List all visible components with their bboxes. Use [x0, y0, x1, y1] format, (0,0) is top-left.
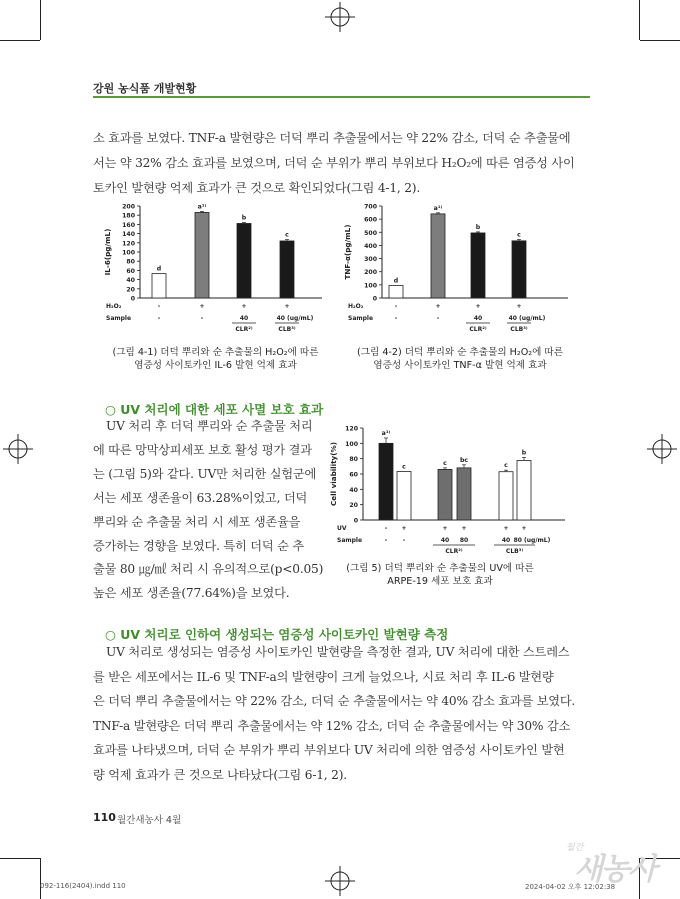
y-axis-label: Cell viability(%) — [329, 441, 338, 507]
crop-mark — [640, 40, 680, 41]
treatment-label: - — [394, 303, 398, 310]
y-tick-label: 40 — [349, 486, 358, 494]
significance-letter: c — [285, 231, 289, 239]
y-tick-label: 80 — [349, 456, 358, 464]
registration-mark-icon — [325, 866, 355, 896]
treatment-label: + — [475, 303, 481, 310]
significance-letter: a¹⁾ — [197, 203, 207, 211]
treatment-label: + — [435, 303, 441, 310]
caption-line: ARPE-19 세포 보호 효과 — [387, 576, 493, 587]
treatment-label: + — [503, 525, 509, 532]
text-line: 높은 세포 생존율(77.64%)을 보였다. — [93, 586, 290, 601]
significance-letter: b — [521, 449, 527, 457]
crop-mark — [40, 0, 41, 40]
sample-label: 80 (ug/mL) — [513, 537, 551, 544]
sample-label: - — [402, 537, 406, 544]
treatment-label: + — [442, 525, 448, 532]
figure-tnf-chart — [342, 198, 577, 343]
caption-line: 염증성 사이토카인 IL-6 발현 억제 효과 — [134, 360, 297, 371]
significance-letter: b — [241, 214, 247, 222]
y-tick-label: 120 — [122, 240, 135, 248]
row-label: Sample — [337, 537, 363, 544]
text-line: 증가하는 경향을 보였다. 특히 더덕 순 추 — [93, 538, 304, 553]
text-line: UV 처리 후 더덕 뿌리와 순 추출물 처리 — [106, 419, 313, 433]
text-line: 토카인 발현량 억제 효과가 큰 것으로 확인되었다(그림 4-1, 2). — [93, 181, 421, 195]
y-tick-label: 200 — [122, 203, 135, 211]
bar — [237, 223, 251, 298]
figure-viability-chart — [327, 418, 577, 558]
registration-mark-icon — [647, 434, 677, 464]
text-line: 출물 80 ㎍/㎖ 처리 시 유의적으로(p<0.05) — [93, 562, 324, 577]
y-tick-label: 20 — [126, 286, 135, 294]
treatment-label: + — [199, 303, 205, 310]
y-tick-label: 600 — [364, 216, 377, 224]
magazine-name: 월간새농사 4월 — [117, 815, 182, 826]
figure-4-1-caption — [93, 346, 338, 372]
section-heading: ○ UV 처리로 인하여 생성되는 염증성 사이토카인 발현량 측정 — [105, 627, 449, 642]
y-tick-label: 120 — [345, 425, 358, 433]
caption-line: (그림 4-2) 더덕 뿌리와 순 추출물의 H₂O₂에 따른 — [357, 347, 563, 358]
significance-letter: bc — [459, 456, 469, 464]
figure-il6-chart — [100, 198, 330, 343]
y-tick-label: 700 — [364, 203, 377, 211]
text-line: 를 받은 세포에서는 IL-6 및 TNF-a의 발현량이 크게 늘었으나, 시료 처리 후 IL-6 발현량 — [93, 669, 554, 684]
significance-letter: c — [517, 231, 521, 239]
section-uv-protection-text — [93, 415, 323, 606]
registration-mark-icon — [325, 2, 355, 32]
sample-label: 80 — [459, 537, 469, 544]
bar — [379, 443, 393, 520]
y-tick-label: 100 — [364, 282, 377, 290]
text-line: 은 더덕 뿌리 추출물에서는 약 22% 감소, 더덕 순 추출물에서는 약 40% 감소 효과를 보였다. — [93, 694, 576, 708]
treatment-label: + — [401, 525, 407, 532]
figure-5-caption — [340, 562, 540, 588]
intro-paragraph — [93, 126, 575, 201]
y-tick-label: 100 — [345, 440, 358, 448]
text-line: 소 효과를 보였다. TNF-a 발현량은 더덕 뿌리 추출물에서는 약 22% 감소, 더덕 순 추출물에 — [93, 131, 571, 145]
sample-label: 40 (ug/mL) — [508, 315, 546, 322]
group-label: CLB³⁾ — [510, 326, 528, 333]
row-label: H₂O₂ — [106, 303, 122, 310]
watermark-small: 월간 — [566, 843, 584, 853]
y-tick-label: 80 — [126, 258, 135, 266]
registration-mark-icon — [3, 434, 33, 464]
text-line: TNF-a 발현량은 더덕 뿌리 추출물에서는 약 12% 감소, 더덕 순 추출물에서는 약 30% 감소 — [93, 718, 571, 733]
text-line: 효과를 나타냈으며, 더덕 순 부위가 뿌리 부위보다 UV 처리에 의한 염증성 사이토카인 발현 — [93, 743, 565, 757]
y-axis-label: TNF-α(pg/mL) — [343, 224, 352, 280]
row-label: H₂O₂ — [348, 303, 364, 310]
y-tick-label: 0 — [372, 295, 377, 303]
bar — [512, 241, 526, 298]
y-tick-label: 0 — [353, 517, 358, 525]
sample-label: - — [200, 315, 204, 322]
group-label: CLR²⁾ — [235, 326, 253, 333]
crop-mark — [0, 40, 40, 41]
significance-letter: d — [156, 265, 162, 273]
text-line: 뿌리와 순 추출물 처리 시 세포 생존율을 — [93, 514, 301, 529]
y-tick-label: 400 — [364, 242, 377, 250]
sample-label: 40 — [239, 315, 249, 322]
row-label: UV — [337, 525, 347, 532]
sample-label: - — [384, 537, 388, 544]
text-line: 서는 세포 생존율이 63.28%이었고, 더덕 — [93, 490, 308, 505]
page-number: 110 — [93, 811, 116, 824]
significance-letter: c — [443, 459, 447, 467]
significance-letter: d — [393, 277, 399, 285]
y-tick-label: 300 — [364, 256, 377, 264]
bar — [457, 468, 471, 520]
y-tick-label: 140 — [122, 231, 135, 239]
bar — [517, 460, 531, 520]
running-header: 강원 농식품 개발현황 — [93, 82, 197, 95]
treatment-label: + — [284, 303, 290, 310]
y-tick-label: 60 — [126, 267, 135, 275]
bar — [389, 286, 403, 298]
group-label: CLB³⁾ — [505, 548, 524, 555]
row-label: Sample — [348, 315, 374, 322]
y-tick-label: 20 — [349, 502, 358, 510]
significance-letter: c — [402, 463, 406, 471]
row-label: Sample — [106, 315, 132, 322]
section-heading: ○ UV 처리에 대한 세포 사멸 보호 효과 — [105, 402, 324, 417]
treatment-label: + — [521, 525, 527, 532]
y-tick-label: 40 — [126, 277, 135, 285]
bar — [499, 472, 513, 520]
crop-mark — [0, 858, 40, 859]
sample-label: 40 (ug/mL) — [276, 315, 314, 322]
section-uv-cytokine-text — [93, 640, 575, 787]
caption-line: 염증성 사이토카인 TNF-α 발현 억제 효과 — [373, 360, 547, 371]
y-tick-label: 500 — [364, 229, 377, 237]
group-label: CLB³⁾ — [278, 326, 296, 333]
y-tick-label: 0 — [130, 295, 135, 303]
y-tick-label: 180 — [122, 212, 135, 220]
y-tick-label: 160 — [122, 221, 135, 229]
caption-line: (그림 5) 더덕 뿌리와 순 추출물의 UV에 따른 — [346, 563, 534, 574]
text-line: UV 처리로 생성되는 염증성 사이토카인 발현량을 측정한 결과, UV 처리에 대한 스트레스 — [106, 645, 570, 659]
text-line: 서는 약 32% 감소 효과를 보였으며, 더덕 순 부위가 뿌리 부위보다 H₂O₂에 따른 염증성 사이 — [93, 156, 575, 170]
y-tick-label: 100 — [122, 249, 135, 257]
bar — [431, 214, 445, 298]
significance-letter: a¹⁾ — [381, 429, 391, 437]
caption-line: (그림 4-1) 더덕 뿌리와 순 추출물의 H₂O₂에 따른 — [112, 347, 319, 358]
sample-label: - — [157, 315, 161, 322]
sample-label: - — [394, 315, 398, 322]
y-tick-label: 200 — [364, 269, 377, 277]
bar — [438, 469, 452, 520]
treatment-label: + — [516, 303, 522, 310]
treatment-label: + — [241, 303, 247, 310]
sample-label: - — [436, 315, 440, 322]
group-label: CLR²⁾ — [445, 548, 463, 555]
significance-letter: c — [504, 462, 508, 470]
text-line: 는 (그림 5)와 같다. UV만 처리한 실험군에 — [93, 466, 317, 481]
bar — [397, 471, 411, 520]
group-label: CLR²⁾ — [469, 326, 487, 333]
bar — [280, 241, 294, 298]
watermark-logo — [560, 836, 670, 888]
header-rule — [93, 96, 590, 98]
sample-label: 40 — [501, 537, 511, 544]
file-slug: 092-116(2404).indd 110 — [40, 882, 126, 890]
significance-letter: a¹⁾ — [433, 204, 443, 212]
treatment-label: - — [384, 525, 388, 532]
significance-letter: b — [475, 223, 481, 231]
bar — [471, 233, 485, 298]
sample-label: 40 — [473, 315, 483, 322]
treatment-label: + — [461, 525, 467, 532]
crop-mark — [40, 858, 41, 899]
bar — [152, 274, 166, 298]
bar — [195, 212, 209, 298]
sample-label: 40 — [440, 537, 450, 544]
date-slug: 2024-04-02 오후 12:02:38 — [525, 883, 616, 891]
y-axis-label: IL-6(pg/mL) — [103, 228, 112, 276]
watermark-text: 새농사 — [574, 852, 655, 887]
text-line: 량 억제 효과가 큰 것으로 나타났다(그림 6-1, 2). — [93, 767, 347, 782]
crop-mark — [639, 0, 640, 40]
y-tick-label: 60 — [349, 471, 358, 479]
treatment-label: - — [157, 303, 161, 310]
figure-4-2-caption — [335, 346, 585, 372]
text-line: 에 따른 망막상피세포 보호 활성 평가 결과 — [93, 442, 312, 457]
